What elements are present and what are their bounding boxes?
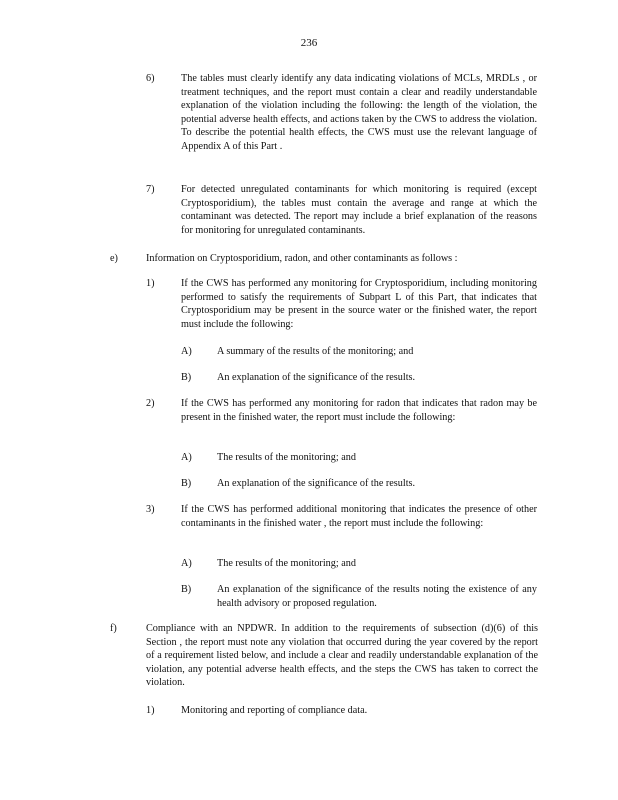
item-text: A summary of the results of the monitoring; and	[217, 346, 414, 357]
item-text: Monitoring and reporting of compliance data.	[181, 705, 368, 716]
item-text: An explanation of the significance of the results.	[217, 478, 416, 489]
item-text: An explanation of the significance of the results noting the existence of any health advisory or proposed regulation.	[217, 584, 537, 609]
item-label: A)	[181, 452, 192, 463]
item-text: The tables must clearly identify any data indicating violations of MCLs, MRDLs , or treatment techniques, and the report must contain a clear and readily understandable explanation of the violation including the following: the length of the violation, the potential adverse health effects, and actions taken by the CWS to address the violation. To describe the potential health effects, the CWS must use the relevant language of Appendix A of this Part .	[181, 73, 537, 152]
item-label: 3)	[146, 504, 155, 515]
item-text: The results of the monitoring; and	[217, 558, 356, 569]
item-label: A)	[181, 346, 192, 357]
item-text: An explanation of the significance of the results.	[217, 372, 416, 383]
item-label: 1)	[146, 705, 155, 716]
item-label: B)	[181, 584, 192, 595]
item-label: e)	[110, 253, 118, 264]
item-text: The results of the monitoring; and	[217, 452, 356, 463]
page-number: 236	[300, 37, 318, 49]
item-label: f)	[110, 623, 117, 634]
item-text: If the CWS has performed any monitoring for Cryptosporidium, including monitoring performed to satisfy the requirements of Subpart L of this Part, that indicates that Cryptosporidium may be present in the source water or the finished water, the report must include the following:	[181, 278, 537, 330]
item-label: 7)	[146, 184, 155, 195]
item-text: If the CWS has performed any monitoring for radon that indicates that radon may be present in the finished water, the report must include the following:	[181, 398, 537, 423]
item-label: A)	[181, 558, 192, 569]
item-text: Information on Cryptosporidium, radon, and other contaminants as follows :	[146, 253, 458, 264]
item-text: Compliance with an NPDWR. In addition to the requirements of subsection (d)(6) of this Section , the report must note any violation that occurred during the year covered by the report of a requirement listed below, and include a clear and readily understandable explanation of the violation, any potential adverse health effects, and the steps the CWS has taken to correct the violation.	[146, 623, 538, 689]
item-label: B)	[181, 478, 192, 489]
item-label: 1)	[146, 278, 155, 289]
item-text: For detected unregulated contaminants for which monitoring is required (except Cryptosporidium), the tables must contain the average and range at which the contaminant was detected. The report may include a brief explanation of the reasons for monitoring for unregulated contaminants.	[181, 184, 537, 236]
item-label: 6)	[146, 73, 155, 84]
item-label: B)	[181, 372, 192, 383]
item-label: 2)	[146, 398, 155, 409]
item-text: If the CWS has performed additional monitoring that indicates the presence of other contaminants in the finished water , the report must include the following:	[181, 504, 537, 529]
